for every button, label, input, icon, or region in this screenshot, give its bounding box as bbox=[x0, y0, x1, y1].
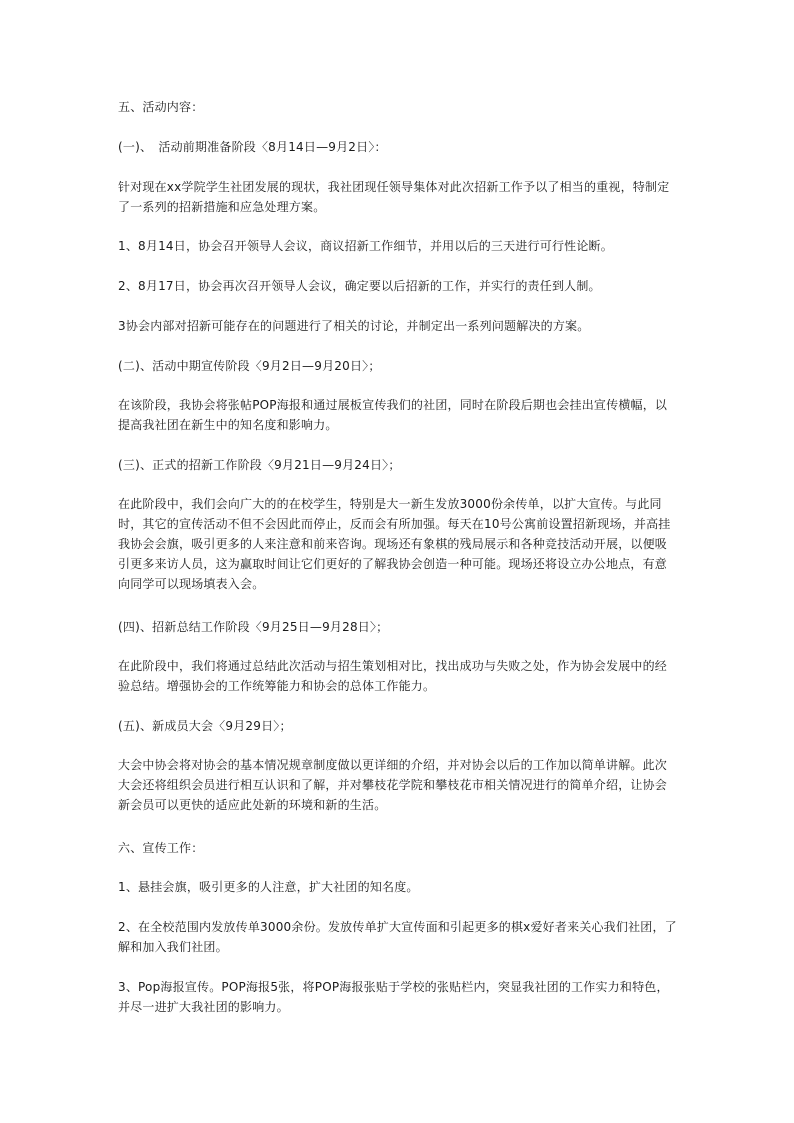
paragraph-summary-stage: 在此阶段中，我们将通过总结此次活动与招生策划相对比，找出成功与失败之处，作为协会发展中的经验总结。增强协会的工作统筹能力和协会的总体工作能力。 bbox=[118, 659, 668, 693]
list-item-preparation-1: 1、8月14日，协会召开领导人会议，商议招新工作细节，并用以后的三天进行可行性论断。 bbox=[118, 239, 613, 253]
list-item-publicity-3: 3、Pop海报宣传。POP海报5张，将POP海报张贴于学校的张贴栏内，突显我社团的工作实力和特色，并尽一进扩大我社团的影响力。 bbox=[118, 980, 669, 1014]
subheading-promotion-stage: (二)、活动中期宣传阶段〈9月2日—9月20日〉； bbox=[118, 359, 381, 373]
list-item-preparation-2: 2、8月17日，协会再次召开领导人会议，确定要以后招新的工作，并实行的责任到人制。 bbox=[118, 279, 601, 293]
section-heading-activity-content: 五、活动内容： bbox=[118, 100, 204, 114]
paragraph-recruitment-stage: 在此阶段中，我们会向广大的的在校学生，特别是大一新生发放3000份余传单，以扩大宣传。与此同时，其它的宣传活动不但不会因此而停止，反而会有所加强。每天在10号公寓前设置招新现场，并高挂我协会会旗，吸引更多的人来注意和前来咨询。现场还有象棋的残局展示和各种竞技活动开展，以便吸引更多来访人员，这为赢取时间让它们更好的了解我协会创造一种可能。现场还将设立办公地点，有意向同学可以现场填表入会。 bbox=[118, 497, 671, 591]
list-item-publicity-2: 2、在全校范围内发放传单3000余份。发放传单扩大宣传面和引起更多的棋x爱好者来关心我们社团，了解和加入我们社团。 bbox=[118, 920, 677, 954]
paragraph-promotion-stage: 在该阶段，我协会将张帖POP海报和通过展板宣传我们的社团，同时在阶段后期也会挂出宣传横幅，以提高我社团在新生中的知名度和影响力。 bbox=[118, 398, 668, 432]
paragraph-new-member-meeting: 大会中协会将对协会的基本情况规章制度做以更详细的介绍，并对协会以后的工作加以简单讲解。此次大会还将组织会员进行相互认识和了解，并对攀枝花学院和攀枝花市相关情况进行的简单介绍，让协会新会员可以更快的适应此处新的环境和新的生活。 bbox=[118, 758, 668, 812]
list-item-preparation-3: 3协会内部对招新可能存在的问题进行了相关的讨论，并制定出一系列问题解决的方案。 bbox=[118, 319, 590, 333]
subheading-recruitment-stage: (三)、正式的招新工作阶段〈9月21日—9月24日〉； bbox=[118, 458, 401, 472]
section-heading-publicity: 六、宣传工作： bbox=[118, 841, 204, 855]
subheading-summary-stage: (四)、招新总结工作阶段〈9月25日—9月28日〉； bbox=[118, 620, 389, 634]
list-item-publicity-1: 1、悬挂会旗，吸引更多的人注意，扩大社团的知名度。 bbox=[118, 880, 419, 894]
subheading-preparation-stage: (一)、 活动前期准备阶段〈8月14日—9月2日〉： bbox=[118, 140, 387, 154]
paragraph-preparation-intro: 针对现在xx学院学生社团发展的现状，我社团现任领导集体对此次招新工作予以了相当的重视，特制定了一系列的招新措施和应急处理方案。 bbox=[118, 180, 670, 214]
subheading-new-member-meeting: (五)、新成员大会〈9月29日〉； bbox=[118, 719, 292, 733]
